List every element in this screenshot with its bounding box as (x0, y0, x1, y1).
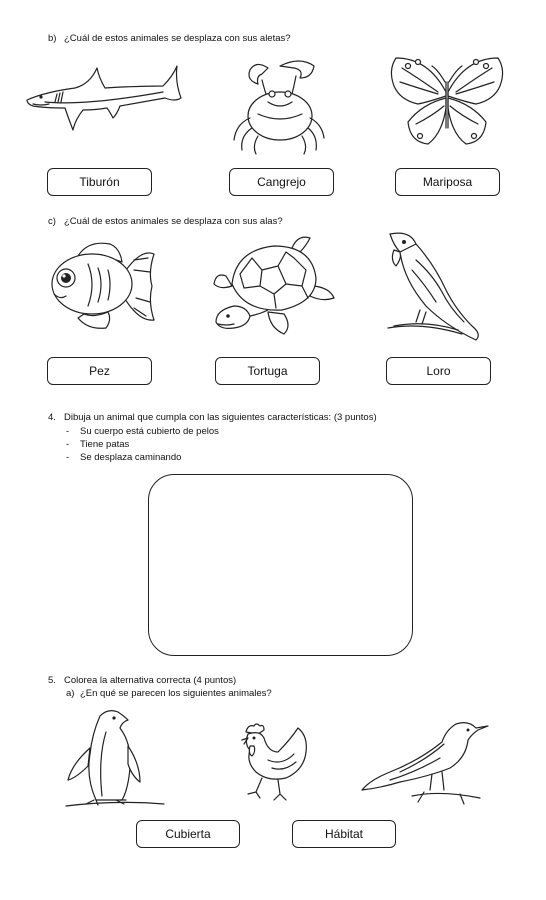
item-5-sub-marker: a) (66, 688, 75, 699)
turtle-icon (212, 230, 337, 340)
fish-icon (48, 238, 156, 332)
penguin-icon (66, 708, 166, 808)
option-pez-button[interactable]: Pez (47, 357, 152, 385)
bullet-item: Tiene patas (80, 439, 130, 450)
option-cangrejo-button[interactable]: Cangrejo (229, 168, 334, 196)
item-5-sub-question: ¿En qué se parecen los siguientes animales? (80, 688, 272, 699)
option-tiburon-button[interactable]: Tiburón (47, 168, 152, 196)
question-c-marker: c) (48, 216, 56, 227)
crab-icon (228, 54, 328, 154)
option-cubierta-button[interactable]: Cubierta (136, 820, 240, 848)
item-4-number: 4. (48, 412, 56, 423)
question-b-text: ¿Cuál de estos animales se desplaza con sus aletas? (64, 33, 291, 44)
butterfly-icon (388, 52, 506, 148)
option-habitat-button[interactable]: Hábitat (292, 820, 396, 848)
item-4-prompt: Dibuja un animal que cumpla con las siguientes características: (3 puntos) (64, 412, 377, 423)
item-5-number: 5. (48, 675, 56, 686)
bullet-dash: - (66, 439, 70, 450)
question-b-marker: b) (48, 33, 57, 44)
shark-icon (25, 62, 185, 132)
option-loro-button[interactable]: Loro (386, 357, 491, 385)
option-tortuga-button[interactable]: Tortuga (215, 357, 320, 385)
bullet-item: Se desplaza caminando (80, 452, 182, 463)
bird-icon (360, 720, 490, 808)
question-c-text: ¿Cuál de estos animales se desplaza con sus alas? (64, 216, 283, 227)
drawing-area[interactable] (148, 474, 413, 656)
item-5-prompt: Colorea la alternativa correcta (4 puntos) (64, 675, 237, 686)
parrot-icon (386, 230, 490, 350)
hen-icon (238, 722, 310, 804)
bullet-item: Su cuerpo está cubierto de pelos (80, 426, 219, 437)
bullet-dash: - (66, 426, 70, 437)
option-mariposa-button[interactable]: Mariposa (395, 168, 500, 196)
bullet-dash: - (66, 452, 70, 463)
